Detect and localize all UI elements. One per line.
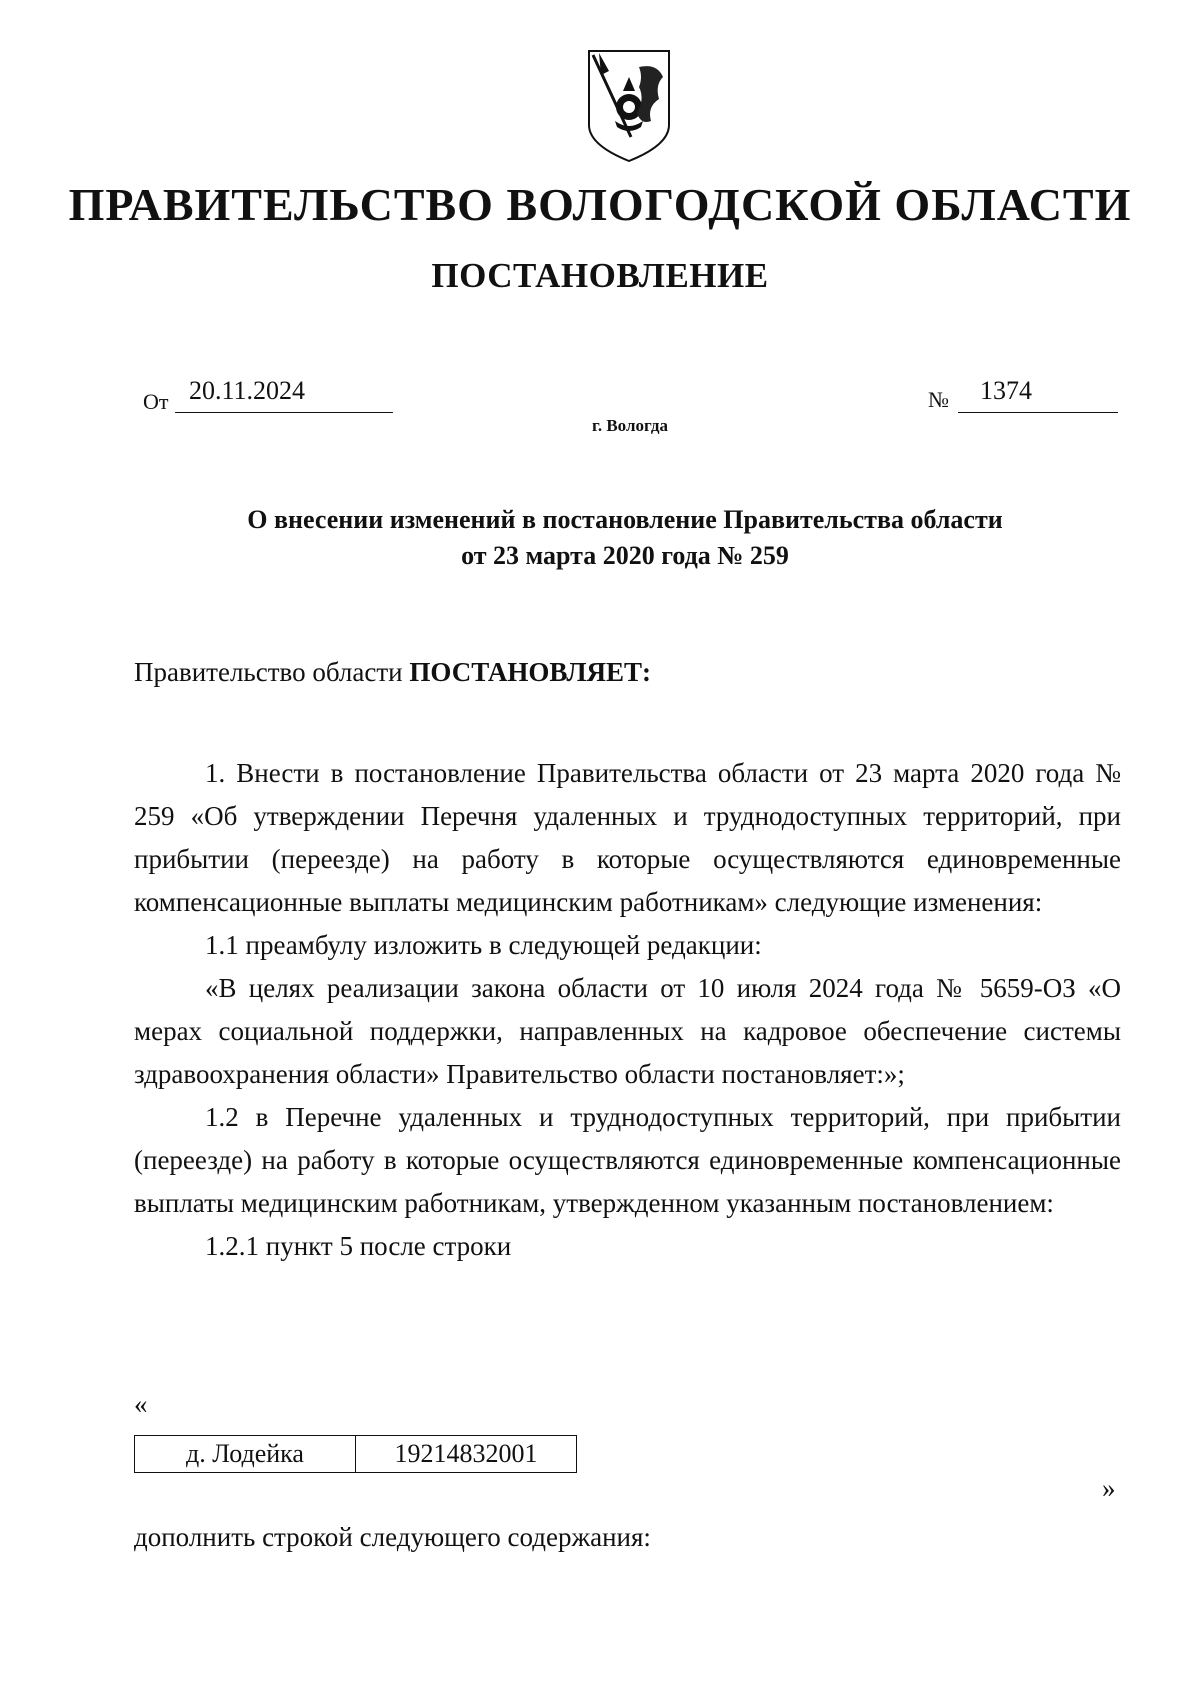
city-name: г. Вологда — [592, 416, 668, 435]
heading-line-2: от 23 марта 2020 года № 259 — [461, 541, 789, 570]
table-cell-name: д. Лодейка — [135, 1436, 356, 1473]
resolves-prefix: Правительство области — [134, 657, 410, 687]
quote-open: « — [134, 1389, 148, 1419]
number-label: № — [928, 387, 949, 412]
document-heading — [0, 502, 1200, 574]
table-row — [135, 1436, 577, 1473]
paragraph-1-2-1: 1.2.1 пункт 5 после строки — [205, 1231, 512, 1261]
body-content — [134, 752, 1121, 1268]
paragraph-1-2: 1.2 в Перечне удаленных и труднодоступных территорий, при прибытии (переезде) на работу в которые осуществляются единовременные компенсационные выплаты медицинским работникам, утвержденном указанным постановлением: — [134, 1102, 1121, 1218]
document-type-title: ПОСТАНОВЛЕНИЕ — [431, 256, 769, 295]
heading-line-1: О внесении изменений в постановление Правительства области — [247, 505, 1003, 534]
number-field — [958, 376, 1118, 413]
paragraph-1-1-text: «В целях реализации закона области от 10 июля 2024 года № 5659-ОЗ «О мерах социальной поддержки, направленных на кадровое обеспечение системы здравоохранения области» Правительство области постановляет:»; — [134, 973, 1121, 1089]
closing-sentence: дополнить строкой следующего содержания: — [134, 1522, 651, 1552]
resolves-statement — [134, 657, 651, 688]
quote-close: » — [1102, 1473, 1116, 1503]
table-cell-code: 19214832001 — [356, 1436, 577, 1473]
date-label: От — [143, 389, 169, 414]
number-value: 1374 — [980, 376, 1032, 405]
paragraph-1-1: 1.1 преамбулу изложить в следующей редакции: — [205, 930, 762, 960]
paragraph-1: 1. Внести в постановление Правительства области от 23 марта 2020 года № 259 «Об утверждении Перечня удаленных и труднодоступных территорий, при прибытии (переезде) на работу в которые осуществляются единовременные компенсационные выплаты медицинским работникам» следующие изменения: — [134, 758, 1121, 917]
date-field — [175, 376, 393, 413]
government-title: ПРАВИТЕЛЬСТВО ВОЛОГОДСКОЙ ОБЛАСТИ — [68, 179, 1132, 230]
date-value: 20.11.2024 — [189, 376, 306, 405]
coat-of-arms-emblem — [585, 47, 673, 165]
resolves-keyword: ПОСТАНОВЛЯЕТ: — [409, 657, 651, 687]
reference-table — [134, 1435, 577, 1473]
